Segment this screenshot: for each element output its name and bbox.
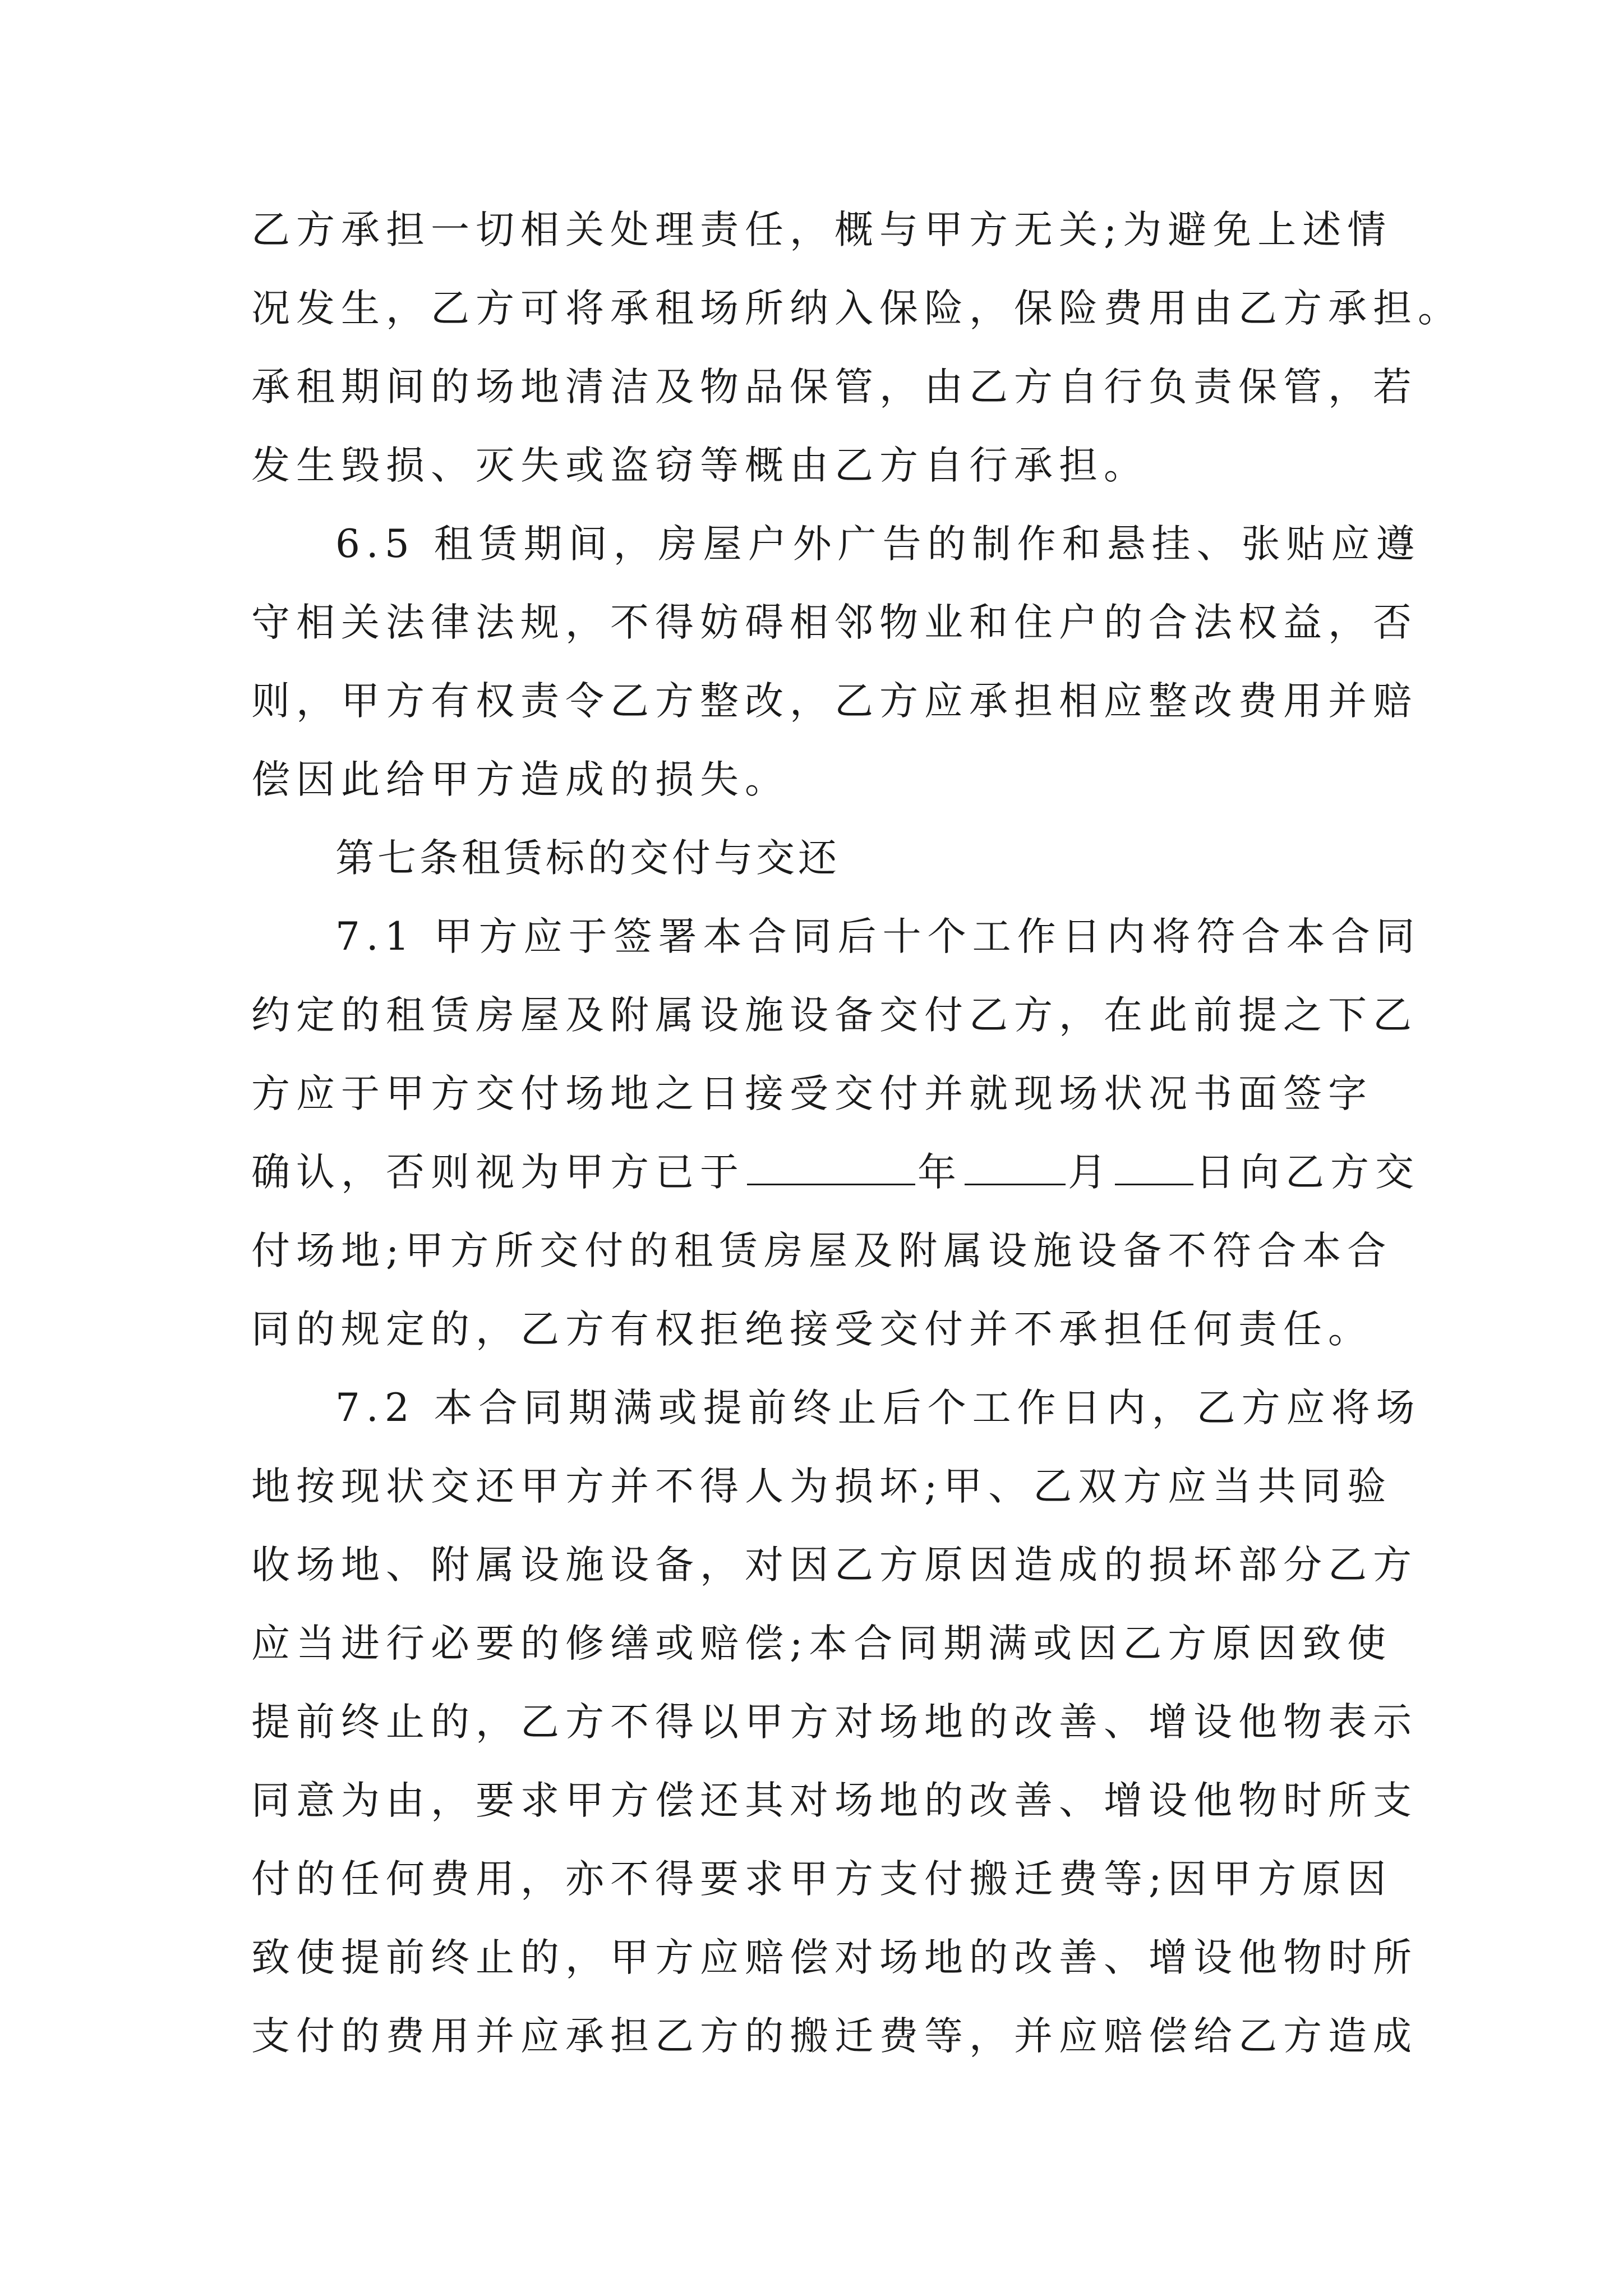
year-blank <box>747 1150 915 1185</box>
text-line: 应当进行必要的修缮或赔偿;本合同期满或因乙方原因致使 <box>251 1621 1393 1666</box>
text-line: 方应于甲方交付场地之日接受交付并就现场状况书面签字 <box>251 1071 1373 1116</box>
text-line: 同意为由，要求甲方偿还其对场地的改善、增设他物时所支 <box>251 1778 1418 1823</box>
text-line: 收场地、附属设施设备，对因乙方原因造成的损坏部分乙方 <box>251 1543 1418 1588</box>
clause-7-2-start: 7.2 本合同期满或提前终止后个工作日内，乙方应将场 <box>335 1386 1421 1430</box>
text-line: 况发生，乙方可将承租场所纳入保险，保险费用由乙方承担。 <box>251 286 1463 331</box>
text-line: 付场地;甲方所交付的租赁房屋及附属设施设备不符合本合 <box>251 1228 1393 1273</box>
text-line: 支付的费用并应承担乙方的搬迁费等，并应赔偿给乙方造成 <box>251 2014 1418 2059</box>
text-line: 同的规定的，乙方有权拒绝接受交付并不承担任何责任。 <box>251 1307 1373 1352</box>
month-blank <box>965 1150 1066 1185</box>
date-fill-line <box>251 1133 1420 1212</box>
clause-6-5-start: 6.5 租赁期间，房屋户外广告的制作和悬挂、张贴应遵 <box>335 522 1421 567</box>
text-line: 偿因此给甲方造成的损失。 <box>251 757 790 802</box>
text-line: 提前终止的，乙方不得以甲方对场地的改善、增设他物表示 <box>251 1700 1418 1745</box>
text-line: 承租期间的场地清洁及物品保管，由乙方自行负责保管，若 <box>251 365 1418 409</box>
month-label: 月 <box>1068 1150 1113 1195</box>
text-line: 致使提前终止的，甲方应赔偿对场地的改善、增设他物时所 <box>251 1935 1418 1980</box>
day-label: 日向乙方交 <box>1196 1150 1420 1195</box>
text-line: 地按现状交还甲方并不得人为损坏;甲、乙双方应当共同验 <box>251 1464 1393 1509</box>
article-seven-heading: 第七条租赁标的交付与交还 <box>335 836 840 881</box>
date-line-prefix: 确认，否则视为甲方已于 <box>251 1150 745 1195</box>
day-blank <box>1115 1150 1193 1185</box>
text-line: 发生毁损、灭失或盗窃等概由乙方自行承担。 <box>251 443 1149 488</box>
text-line: 付的任何费用，亦不得要求甲方支付搬迁费等;因甲方原因 <box>251 1857 1393 1902</box>
text-line: 则，甲方有权责令乙方整改，乙方应承担相应整改费用并赔 <box>251 679 1418 724</box>
text-line: 守相关法律法规，不得妨碍相邻物业和住户的合法权益，否 <box>251 600 1418 645</box>
text-line: 约定的租赁房屋及附属设施设备交付乙方，在此前提之下乙 <box>251 993 1418 1038</box>
contract-text <box>251 191 1463 2076</box>
text-line: 乙方承担一切相关处理责任，概与甲方无关;为避免上述情 <box>251 208 1393 252</box>
clause-7-1-start: 7.1 甲方应于签署本合同后十个工作日内将符合本合同 <box>335 914 1421 959</box>
year-label: 年 <box>917 1150 962 1195</box>
